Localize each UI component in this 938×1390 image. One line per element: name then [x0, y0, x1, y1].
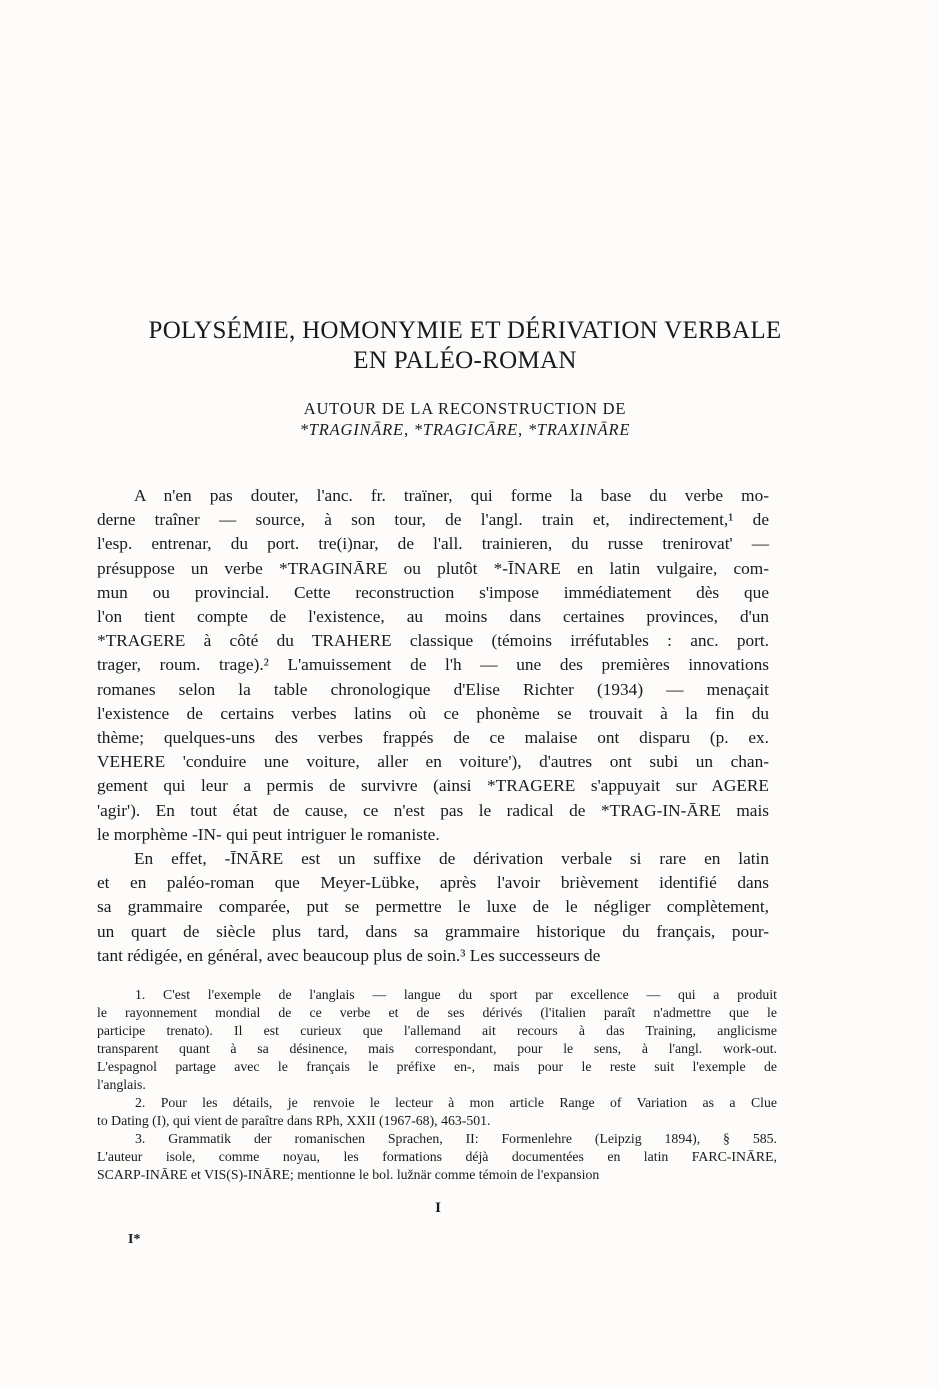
text-line: et en paléo-roman que Meyer-Lübke, après l'avoir brièvement identifié dans	[97, 873, 769, 893]
signature-mark: I*	[128, 1232, 141, 1247]
text-line: l'on tient compte de l'existence, au moins dans certaines provinces, d'un	[97, 607, 769, 627]
footnote-line: SCARP-INĀRE et VIS(S)-INĀRE; mentionne le bol. lužnär comme témoin de l'expansion	[97, 1167, 600, 1182]
text-line: sa grammaire comparée, put se permettre le luxe de le négliger complètement,	[97, 897, 769, 917]
text-line: En effet, -ĪNĀRE est un suffixe de dérivation verbale si rare en latin	[134, 849, 769, 869]
footnote-line: l'anglais.	[97, 1077, 146, 1092]
text-line: présuppose un verbe *TRAGINĀRE ou plutôt *-ĪNARE en latin vulgaire, com-	[97, 558, 769, 578]
text-line: tant rédigée, en général, avec beaucoup plus de soin.³ Les successeurs de	[97, 945, 601, 965]
text-line: gement qui leur a permis de survivre (ainsi *TRAGERE s'appuyait sur AGERE	[97, 776, 769, 796]
text-line: un quart de siècle plus tard, dans sa grammaire historique du français, pour-	[97, 921, 769, 941]
footnote-3	[97, 1130, 777, 1184]
text-line: mun ou provincial. Cette reconstruction s'impose immédiatement dès que	[97, 582, 769, 602]
text-line: l'esp. entrenar, du port. tre(i)nar, de l'all. trainieren, du russe trenirovat' —	[97, 534, 769, 554]
footnote-line: participe trenato). Il est curieux que l'allemand ait recours à das Training, anglicisme	[97, 1023, 777, 1038]
title-line-2: EN PALÉO-ROMAN	[353, 347, 577, 374]
article-title	[80, 316, 850, 376]
text-line: le morphème -IN- qui peut intriguer le romaniste.	[97, 824, 440, 844]
footnote-2	[97, 1094, 777, 1130]
text-line: VEHERE 'conduire une voiture, aller en voiture'), d'autres ont subi un chan-	[97, 752, 769, 772]
footnote-line: L'auteur isole, comme noyau, les formations déjà documentées en latin FARC-INĀRE,	[97, 1149, 777, 1164]
text-line: romanes selon la table chronologique d'Elise Richter (1934) — menaçait	[97, 679, 769, 699]
footnote-line: 2. Pour les détails, je renvoie le lecteur à mon article Range of Variation as a Clue	[135, 1095, 777, 1110]
footnote-line: le rayonnement mondial de ce verbe et de ses dérivés (l'italien paraît n'admettre que le	[97, 1005, 777, 1020]
subtitle-line-2: *TRAGINĀRE, *TRAGICĀRE, *TRAXINĀRE	[299, 420, 631, 439]
text-line: l'existence de certains verbes latins où ce phonème se trouvait à la fin du	[97, 703, 769, 723]
paragraph-2	[97, 847, 769, 968]
text-line: *TRAGERE à côté du TRAHERE classique (témoins irréfutables : anc. port.	[97, 631, 769, 651]
text-line: derne traîner — source, à son tour, de l'angl. train et, indirectement,¹ de	[97, 510, 769, 530]
footnote-line: 3. Grammatik der romanischen Sprachen, II: Formenlehre (Leipzig 1894), § 585.	[135, 1131, 777, 1146]
subtitle-line-1: AUTOUR DE LA RECONSTRUCTION DE	[303, 399, 627, 418]
page-number: I	[435, 1200, 441, 1216]
text-line: A n'en pas douter, l'anc. fr. traïner, qui forme la base du verbe mo-	[134, 486, 769, 505]
footnote-1	[97, 986, 777, 1094]
footnotes	[97, 986, 777, 1184]
paragraph-1	[97, 484, 769, 847]
footnote-line: 1. C'est l'exemple de l'anglais — langue du sport par excellence — qui a produit	[135, 987, 777, 1002]
text-line: 'agir'). En tout état de cause, ce n'est pas le radical de *TRAG-IN-ĀRE mais	[97, 800, 769, 820]
article-subtitle	[80, 398, 850, 440]
footnote-line: L'espagnol partage avec le français le préfixe en-, mais pour le reste suit l'exemple de	[97, 1059, 777, 1074]
title-line-1: POLYSÉMIE, HOMONYMIE ET DÉRIVATION VERBALE	[148, 317, 782, 344]
footnote-line: transparent quant à sa désinence, mais correspondant, pour le sens, à l'angl. work-out.	[97, 1041, 777, 1056]
text-line: thème; quelques-uns des verbes frappés de ce malaise ont disparu (p. ex.	[97, 728, 769, 748]
body-text	[97, 484, 769, 968]
footnote-line: to Dating (I), qui vient de paraître dans RPh, XXII (1967-68), 463-501.	[97, 1113, 491, 1128]
text-line: trager, roum. trage).² L'amuissement de l'h — une des premières innovations	[97, 655, 769, 675]
